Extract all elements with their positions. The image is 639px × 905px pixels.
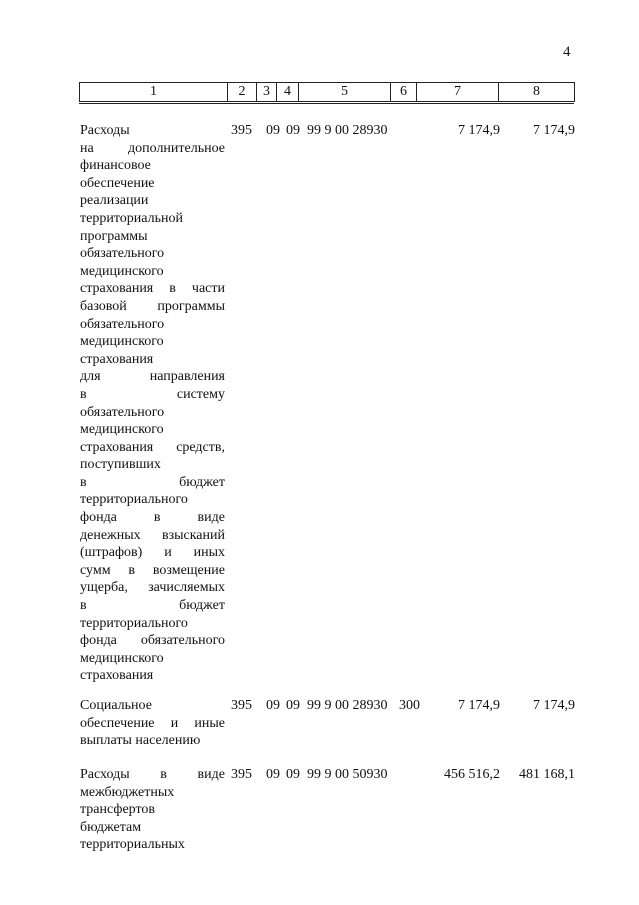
description-word: взысканий <box>161 527 225 543</box>
description-word: систему <box>176 386 225 402</box>
description-word: иные <box>194 715 225 731</box>
description-word: обязательного <box>80 316 165 332</box>
amount-column-7: 7 174,9 <box>458 698 500 713</box>
amount-column-8: 481 168,1 <box>519 767 575 782</box>
column-header-table <box>79 82 575 102</box>
description-line <box>80 491 225 509</box>
description-word: ущерба, <box>80 580 128 596</box>
description-word: виде <box>197 767 225 782</box>
subsection-code: 09 <box>266 767 280 782</box>
description-word: страхования <box>80 281 154 297</box>
description-word: в <box>128 562 136 578</box>
description-line <box>80 333 225 351</box>
description-line <box>80 386 225 404</box>
description-word: обязательного <box>80 404 165 420</box>
description-word: финансовое <box>80 158 151 174</box>
description-line <box>80 456 225 474</box>
description-word: территориального <box>80 492 188 508</box>
target-article-code: 99 9 00 28930 <box>307 123 388 138</box>
description-word: программы <box>157 298 225 314</box>
description-word: поступивших <box>80 457 161 473</box>
description-word: медицинского <box>80 650 164 666</box>
column-number-row <box>80 83 575 102</box>
row-description <box>80 122 225 685</box>
description-word: страхования <box>80 351 154 367</box>
description-word: виде <box>197 510 225 526</box>
description-word: реализации <box>80 193 149 209</box>
column-number: 4 <box>277 83 299 102</box>
table-divider <box>79 103 574 104</box>
column-number: 6 <box>391 83 417 102</box>
description-word: бюджет <box>179 598 225 614</box>
description-line <box>80 245 225 263</box>
description-line <box>80 368 225 386</box>
column-number: 5 <box>299 83 391 102</box>
description-word: сумм <box>80 562 111 578</box>
description-word: в <box>160 767 167 782</box>
column-number: 3 <box>257 83 277 102</box>
description-line <box>80 228 225 246</box>
page-number: 4 <box>563 44 571 60</box>
description-word: в <box>169 281 176 297</box>
description-word: в <box>80 386 87 402</box>
description-line <box>80 544 225 562</box>
section-code: 395 <box>231 123 252 138</box>
column-number: 8 <box>499 83 575 102</box>
description-word: средств, <box>176 439 225 455</box>
description-word: зачисляемых <box>148 580 225 596</box>
description-line <box>80 140 225 158</box>
description-line <box>80 732 225 750</box>
description-line <box>80 715 225 733</box>
amount-column-8: 7 174,9 <box>533 123 575 138</box>
description-line <box>80 650 225 668</box>
description-line <box>80 615 225 633</box>
description-word: Расходы <box>80 123 130 138</box>
description-line <box>80 819 225 837</box>
amount-column-7: 7 174,9 <box>458 123 500 138</box>
description-line <box>80 597 225 615</box>
description-line <box>80 122 225 140</box>
description-word: денежных <box>80 527 141 543</box>
description-line <box>80 697 225 715</box>
description-line <box>80 801 225 819</box>
amount-column-7: 456 516,2 <box>444 767 500 782</box>
row-description <box>80 766 225 854</box>
description-word: и <box>164 545 172 561</box>
description-word: Социальное <box>80 698 152 713</box>
description-word: дополнительное <box>128 140 225 156</box>
expense-type-code: 300 <box>399 698 420 713</box>
description-word: программы <box>80 228 148 244</box>
description-word: на <box>80 140 94 156</box>
row-description <box>80 697 225 750</box>
amount-column-8: 7 174,9 <box>533 698 575 713</box>
description-line <box>80 474 225 492</box>
description-line <box>80 667 225 685</box>
column-number: 2 <box>228 83 257 102</box>
item-code: 09 <box>286 767 300 782</box>
description-line <box>80 192 225 210</box>
description-word: в <box>80 598 87 614</box>
description-word: межбюджетных <box>80 784 175 800</box>
description-line <box>80 836 225 854</box>
item-code: 09 <box>286 698 300 713</box>
description-word: территориального <box>80 615 188 631</box>
description-word: медицинского <box>80 334 164 350</box>
description-word: фонда <box>80 510 117 526</box>
description-line <box>80 263 225 281</box>
section-code: 395 <box>231 767 252 782</box>
description-word: базовой <box>80 298 127 314</box>
description-word: обеспечение <box>80 175 155 191</box>
description-word: медицинского <box>80 263 164 279</box>
column-number: 7 <box>417 83 499 102</box>
description-line <box>80 766 225 784</box>
description-line <box>80 404 225 422</box>
description-word: обязательного <box>80 246 165 262</box>
description-word: возмещение <box>152 562 225 578</box>
description-line <box>80 175 225 193</box>
description-line <box>80 157 225 175</box>
description-word: части <box>191 281 225 297</box>
description-word: в <box>80 474 87 490</box>
description-word: трансфертов <box>80 802 156 818</box>
description-line <box>80 784 225 802</box>
description-word: бюджетам <box>80 819 142 835</box>
description-line <box>80 316 225 334</box>
description-word: в <box>153 510 161 526</box>
description-line <box>80 210 225 228</box>
description-line <box>80 280 225 298</box>
description-word: медицинского <box>80 422 164 438</box>
description-word: страхования <box>80 439 154 455</box>
description-word: обязательного <box>140 633 225 649</box>
description-line <box>80 509 225 527</box>
description-line <box>80 298 225 316</box>
description-line <box>80 579 225 597</box>
description-word: обеспечение <box>80 715 155 731</box>
description-line <box>80 632 225 650</box>
target-article-code: 99 9 00 50930 <box>307 767 388 782</box>
description-line <box>80 562 225 580</box>
description-word: страхования <box>80 668 154 684</box>
description-word: направления <box>149 369 225 385</box>
description-word: выплаты населению <box>80 733 201 749</box>
description-line <box>80 527 225 545</box>
description-line <box>80 439 225 457</box>
description-word: иных <box>193 545 225 561</box>
description-word: бюджет <box>179 474 225 490</box>
description-line <box>80 351 225 369</box>
description-word: для <box>80 369 101 385</box>
description-word: (штрафов) <box>80 545 143 561</box>
target-article-code: 99 9 00 28930 <box>307 698 388 713</box>
column-number: 1 <box>80 83 228 102</box>
description-word: и <box>170 715 179 731</box>
description-word: территориальной <box>80 210 183 226</box>
description-line <box>80 421 225 439</box>
description-word: территориальных <box>80 837 185 853</box>
subsection-code: 09 <box>266 123 280 138</box>
description-word: Расходы <box>80 767 130 782</box>
item-code: 09 <box>286 123 300 138</box>
section-code: 395 <box>231 698 252 713</box>
subsection-code: 09 <box>266 698 280 713</box>
description-word: фонда <box>80 633 117 649</box>
